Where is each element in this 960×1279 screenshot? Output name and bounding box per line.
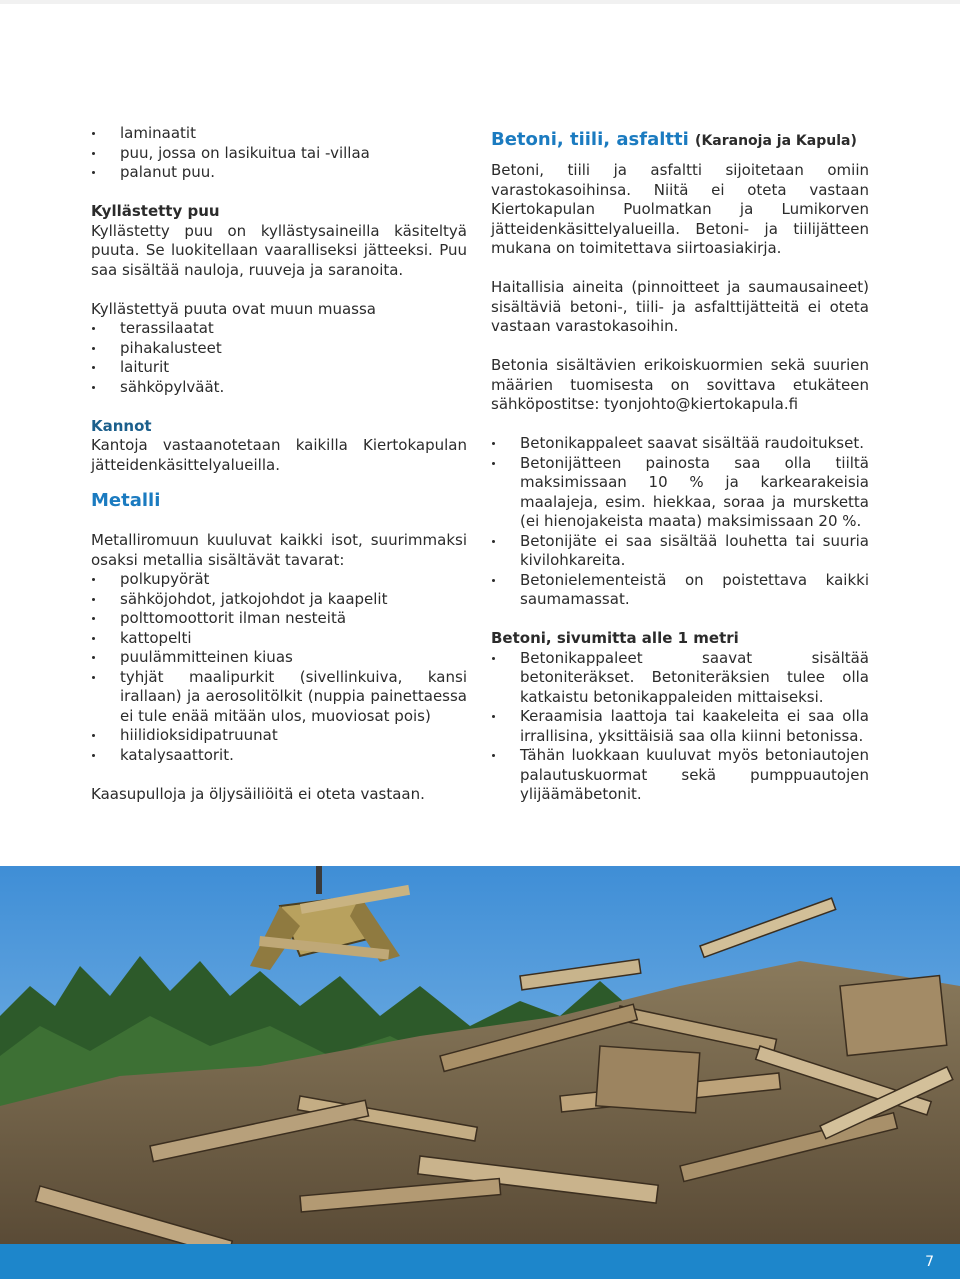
list-item: hiilidioksidipatruunat bbox=[91, 726, 467, 746]
metalli-text: Metalliromuun kuuluvat kaikki isot, suurimmaksi osaksi metallia sisältävät tavarat: bbox=[91, 531, 467, 569]
betoni-para-2: Haitallisia aineita (pinnoitteet ja saumausaineet) sisältäviä betoni-, tiili- ja asfalttijätteitä ei oteta vastaan varastokasoihin. bbox=[491, 278, 869, 335]
list-item: sähköjohdot, jatkojohdot ja kaapelit bbox=[91, 590, 467, 610]
wood-waste-photo bbox=[0, 866, 960, 1244]
betoni-para-1: Betoni, tiili ja asfaltti sijoitetaan omiin varastokasoihinsa. Niitä ei oteta vastaan Kiertokapulan Puolmatkan ja Lumikorven jätteidenkäsittelyalueilla. Betoni- ja tiilijätteen mukana on toimitettava siirtoasiakirja. bbox=[491, 161, 869, 257]
list-item: Tähän luokkaan kuuluvat myös betoniautojen palautuskuormat sekä pumppuautojen ylijäämäbetonit. bbox=[491, 746, 869, 805]
betoni-small-list bbox=[491, 649, 869, 805]
betoni-heading bbox=[491, 128, 869, 153]
wood-pile-image bbox=[0, 866, 960, 1244]
list-item: tyhjät maalipurkit (sivellinkuiva, kansi irallaan) ja aerosolitölkit (nuppia painettaessa ei tule enää mitään ulos, muoviosat pois) bbox=[91, 668, 467, 727]
kyllastetty-list bbox=[91, 319, 467, 397]
list-item: katalysaattorit. bbox=[91, 746, 467, 766]
list-item: polkupyörät bbox=[91, 570, 467, 590]
betoni-heading-sub: (Karanoja ja Kapula) bbox=[695, 133, 857, 149]
intro-list bbox=[91, 124, 467, 183]
list-item: palanut puu. bbox=[91, 163, 467, 183]
list-item: Betonikappaleet saavat sisältää raudoitukset. bbox=[491, 434, 869, 454]
metalli-list bbox=[91, 570, 467, 765]
list-item: Keraamisia laattoja tai kaakeleita ei saa olla irrallisina, yksittäisiä saa olla kiinni betonissa. bbox=[491, 707, 869, 746]
list-item: pihakalusteet bbox=[91, 339, 467, 359]
left-column bbox=[91, 124, 467, 804]
betoni-para-3: Betonia sisältävien erikoiskuormien sekä suurien määrien tuomisesta on sovittava etukäteen sähköpostitse: tyonjohto@kiertokapula.fi bbox=[491, 356, 869, 413]
betoni-heading-main: Betoni, tiili, asfaltti bbox=[491, 129, 689, 150]
page-footer-bar bbox=[0, 1244, 960, 1279]
list-item: Betonielementeistä on poistettava kaikki saumamassat. bbox=[491, 571, 869, 610]
right-column bbox=[491, 128, 869, 805]
kannot-text: Kantoja vastaanotetaan kaikilla Kiertokapulan jätteidenkäsittelyalueilla. bbox=[91, 436, 467, 474]
kyllastetty-list-intro: Kyllästettyä puuta ovat muun muassa bbox=[91, 299, 376, 318]
top-edge-strip bbox=[0, 0, 960, 4]
list-item: puu, jossa on lasikuitua tai -villaa bbox=[91, 144, 467, 164]
list-item: terassilaatat bbox=[91, 319, 467, 339]
metalli-footer-note: Kaasupulloja ja öljysäiliöitä ei oteta vastaan. bbox=[91, 784, 425, 803]
list-item: Betonijäte ei saa sisältää louhetta tai suuria kivilohkareita. bbox=[491, 532, 869, 571]
list-item: sähköpylväät. bbox=[91, 378, 467, 398]
kannot-heading: Kannot bbox=[91, 416, 152, 435]
betoni-sub-heading: Betoni, sivumitta alle 1 metri bbox=[491, 629, 739, 647]
metalli-heading: Metalli bbox=[91, 490, 161, 511]
list-item: Betonikappaleet saavat sisältää betoniteräkset. Betoniteräksien tulee olla katkaistu betonikappaleiden mittaiseksi. bbox=[491, 649, 869, 708]
list-item: laiturit bbox=[91, 358, 467, 378]
list-item: kattopelti bbox=[91, 629, 467, 649]
list-item: puulämmitteinen kiuas bbox=[91, 648, 467, 668]
list-item: Betonijätteen painosta saa olla tiiltä maksimissaan 10 % ja karkearakeisia maalajeja, esim. hiekkaa, soraa ja mursketta (ei hienojakeista maata) maksimissaan 20 %. bbox=[491, 454, 869, 532]
betoni-list bbox=[491, 434, 869, 610]
list-item: laminaatit bbox=[91, 124, 467, 144]
page-number: 7 bbox=[925, 1254, 934, 1270]
kyllastetty-heading: Kyllästetty puu bbox=[91, 202, 220, 220]
kyllastetty-text: Kyllästetty puu on kyllästysaineilla käsiteltyä puuta. Se luokitellaan vaaralliseksi jätteeksi. Puu saa sisältää nauloja, ruuveja ja saranoita. bbox=[91, 221, 467, 279]
list-item: polttomoottorit ilman nesteitä bbox=[91, 609, 467, 629]
